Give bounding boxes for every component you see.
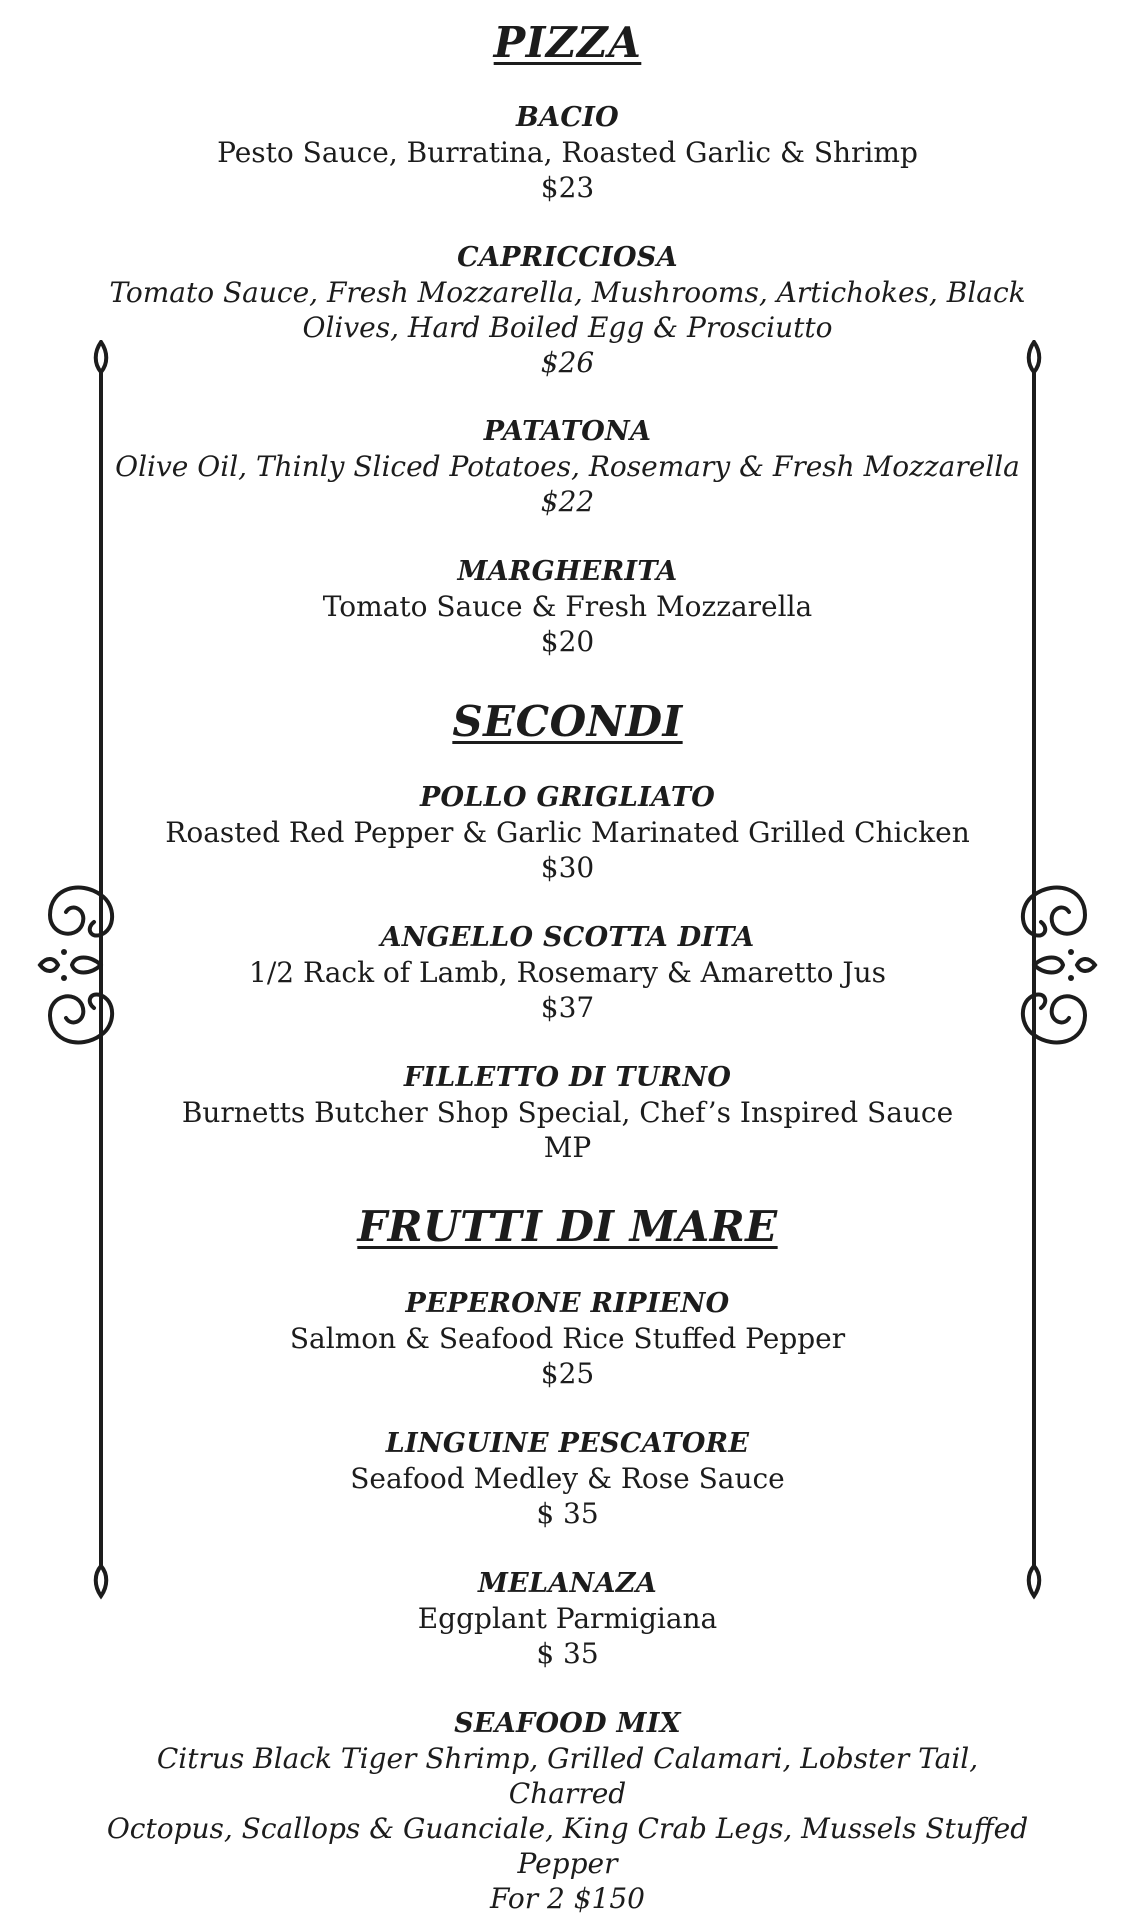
menu-item-bacio xyxy=(100,100,1035,205)
item-name: MARGHERITA xyxy=(457,556,678,587)
item-name: FILLETTO DI TURNO xyxy=(403,1062,732,1093)
item-name: CAPRICCIOSA xyxy=(457,242,678,273)
item-description-line-3: Pepper xyxy=(517,1847,618,1880)
item-description: Roasted Red Pepper & Garlic Marinated Grilled Chicken xyxy=(165,816,970,849)
section-title-secondi: SECONDI xyxy=(452,697,683,746)
section-title-frutti-di-mare: FRUTTI DI MARE xyxy=(357,1202,778,1251)
section-title-pizza: PIZZA xyxy=(493,18,642,67)
item-price: $22 xyxy=(540,485,595,518)
item-description-line-1: Tomato Sauce, Fresh Mozzarella, Mushrooms, Artichokes, Black xyxy=(109,276,1026,309)
item-name: MELANAZA xyxy=(477,1568,658,1599)
item-description-line-2: Octopus, Scallops & Guanciale, King Crab Legs, Mussels Stuffed xyxy=(106,1812,1029,1845)
item-price: $26 xyxy=(540,346,595,379)
menu-item-filletto-di-turno xyxy=(100,1060,1035,1165)
item-price: $20 xyxy=(540,625,595,658)
item-description: Olive Oil, Thinly Sliced Potatoes, Rosemary & Fresh Mozzarella xyxy=(115,450,1020,483)
item-description: Seafood Medley & Rose Sauce xyxy=(350,1462,785,1495)
item-price: $37 xyxy=(540,991,595,1024)
menu-item-patatona xyxy=(100,414,1035,519)
item-name: BACIO xyxy=(516,102,619,133)
item-price: $ 35 xyxy=(536,1497,599,1530)
menu-item-margherita xyxy=(100,554,1035,659)
item-description: Salmon & Seafood Rice Stuffed Pepper xyxy=(289,1322,846,1355)
item-name: SEAFOOD MIX xyxy=(454,1708,681,1739)
item-name: POLLO GRIGLIATO xyxy=(419,782,716,813)
item-name: ANGELLO SCOTTA DITA xyxy=(380,922,755,953)
menu-item-melanaza xyxy=(100,1566,1035,1671)
menu-item-peperone-ripieno xyxy=(100,1286,1035,1391)
item-description: 1/2 Rack of Lamb, Rosemary & Amaretto Jus xyxy=(249,956,886,989)
item-price: $23 xyxy=(540,171,595,204)
menu-item-capricciosa xyxy=(100,240,1035,380)
menu-item-angello-scotta-dita xyxy=(100,920,1035,1025)
item-description: Eggplant Parmigiana xyxy=(417,1602,718,1635)
item-description-line-2: Olives, Hard Boiled Egg & Prosciutto xyxy=(302,311,833,344)
item-description: Pesto Sauce, Burratina, Roasted Garlic & Shrimp xyxy=(217,136,918,169)
item-price: $30 xyxy=(540,851,595,884)
item-description: Burnetts Butcher Shop Special, Chef’s Inspired Sauce xyxy=(181,1096,954,1129)
item-description: Tomato Sauce & Fresh Mozzarella xyxy=(322,590,813,623)
menu-item-seafood-mix xyxy=(100,1706,1035,1916)
item-price: MP xyxy=(543,1131,592,1164)
menu-item-pollo-grigliato xyxy=(100,780,1035,885)
item-description-line-1: Citrus Black Tiger Shrimp, Grilled Calamari, Lobster Tail, Charred xyxy=(156,1742,979,1810)
item-name: PEPERONE RIPIENO xyxy=(405,1288,730,1319)
item-price: $ 35 xyxy=(536,1637,599,1670)
item-price: $25 xyxy=(540,1357,595,1390)
menu-item-linguine-pescatore xyxy=(100,1426,1035,1531)
item-name: PATATONA xyxy=(483,416,652,447)
item-price: For 2 $150 xyxy=(489,1882,645,1915)
item-name: LINGUINE PESCATORE xyxy=(385,1428,750,1459)
